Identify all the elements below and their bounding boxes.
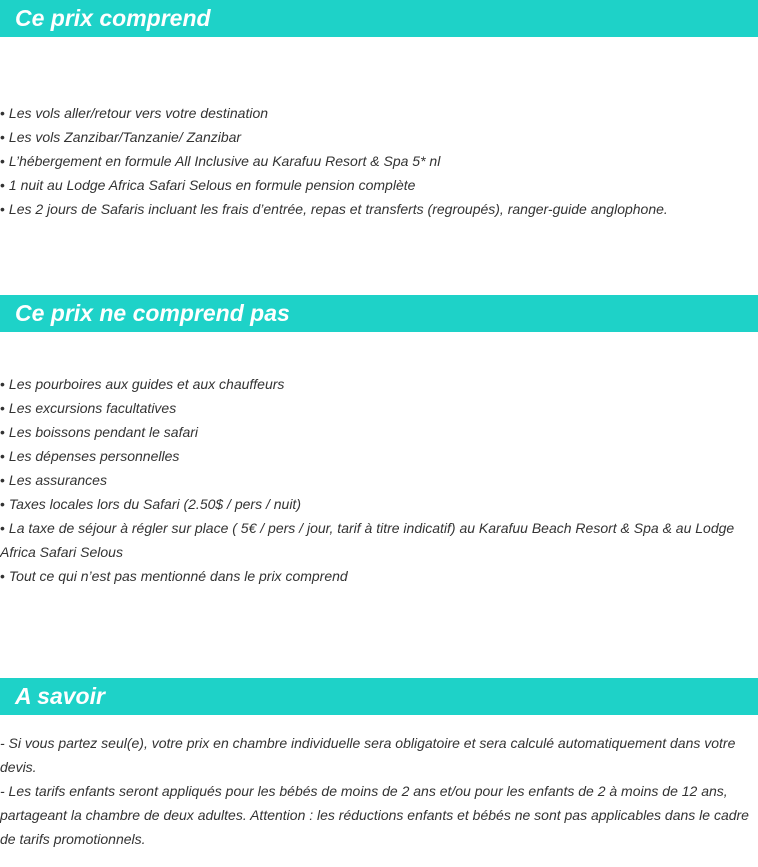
list-item-text: Les 2 jours de Safaris incluant les frais d’entrée, repas et transferts (regroupés), ranger-guide anglophone.: [8, 201, 668, 217]
list-item: [0, 149, 758, 173]
bullet-icon: •: [0, 568, 5, 584]
list-item: [0, 197, 758, 221]
bullet-icon: •: [0, 201, 5, 217]
bullet-icon: •: [0, 177, 5, 193]
info-header: [0, 678, 758, 715]
bullet-icon: •: [0, 129, 5, 145]
list-item-text: Les boissons pendant le safari: [8, 424, 199, 440]
list-item: [0, 101, 758, 125]
list-item: [0, 420, 758, 444]
bullet-icon: •: [0, 400, 5, 416]
list-item-text: Les dépenses personnelles: [8, 448, 180, 464]
info-paragraph: - Les tarifs enfants seront appliqués pour les bébés de moins de 2 ans et/ou pour les enfants de 2 à moins de 12 ans, partageant la chambre de deux adultes. Attention : les réductions enfants et bébés ne sont pas applicables dans le cadre de tarifs promotionnels.: [0, 783, 749, 847]
list-item-text: Les vols aller/retour vers votre destination: [8, 105, 269, 121]
info-text: [0, 731, 758, 851]
excludes-header: [0, 295, 758, 332]
bullet-icon: •: [0, 520, 5, 536]
list-item-text: L’hébergement en formule All Inclusive au Karafuu Resort & Spa 5* nl: [8, 153, 441, 169]
list-item-text: 1 nuit au Lodge Africa Safari Selous en formule pension complète: [8, 177, 416, 193]
bullet-icon: •: [0, 424, 5, 440]
list-item: [0, 125, 758, 149]
includes-header: [0, 0, 758, 37]
bullet-icon: •: [0, 448, 5, 464]
list-item-text: Les vols Zanzibar/Tanzanie/ Zanzibar: [8, 129, 242, 145]
list-item-text: Les assurances: [8, 472, 107, 488]
list-item-text: Tout ce qui n’est pas mentionné dans le prix comprend: [8, 568, 348, 584]
list-item: [0, 396, 758, 420]
list-item: [0, 173, 758, 197]
list-item: [0, 564, 758, 588]
info-title: A savoir: [15, 683, 105, 709]
list-item-text: Les pourboires aux guides et aux chauffeurs: [8, 376, 285, 392]
excludes-title: Ce prix ne comprend pas: [15, 300, 290, 326]
includes-list: [0, 101, 758, 221]
bullet-icon: •: [0, 153, 5, 169]
bullet-icon: •: [0, 472, 5, 488]
list-item: [0, 468, 758, 492]
info-paragraph: - Si vous partez seul(e), votre prix en chambre individuelle sera obligatoire et sera calculé automatiquement dans votre devis.: [0, 735, 736, 775]
bullet-icon: •: [0, 376, 5, 392]
list-item-text: La taxe de séjour à régler sur place ( 5€ / pers / jour, tarif à titre indicatif) au Karafuu Beach Resort & Spa & au Lodge Africa Safari Selous: [0, 520, 735, 560]
list-item: [0, 372, 758, 396]
list-item: [0, 492, 758, 516]
bullet-icon: •: [0, 105, 5, 121]
includes-title: Ce prix comprend: [15, 5, 211, 31]
list-item: [0, 444, 758, 468]
list-item: [0, 516, 758, 564]
list-item-text: Taxes locales lors du Safari (2.50$ / pers / nuit): [8, 496, 301, 512]
bullet-icon: •: [0, 496, 5, 512]
list-item-text: Les excursions facultatives: [8, 400, 177, 416]
excludes-list: [0, 372, 758, 588]
